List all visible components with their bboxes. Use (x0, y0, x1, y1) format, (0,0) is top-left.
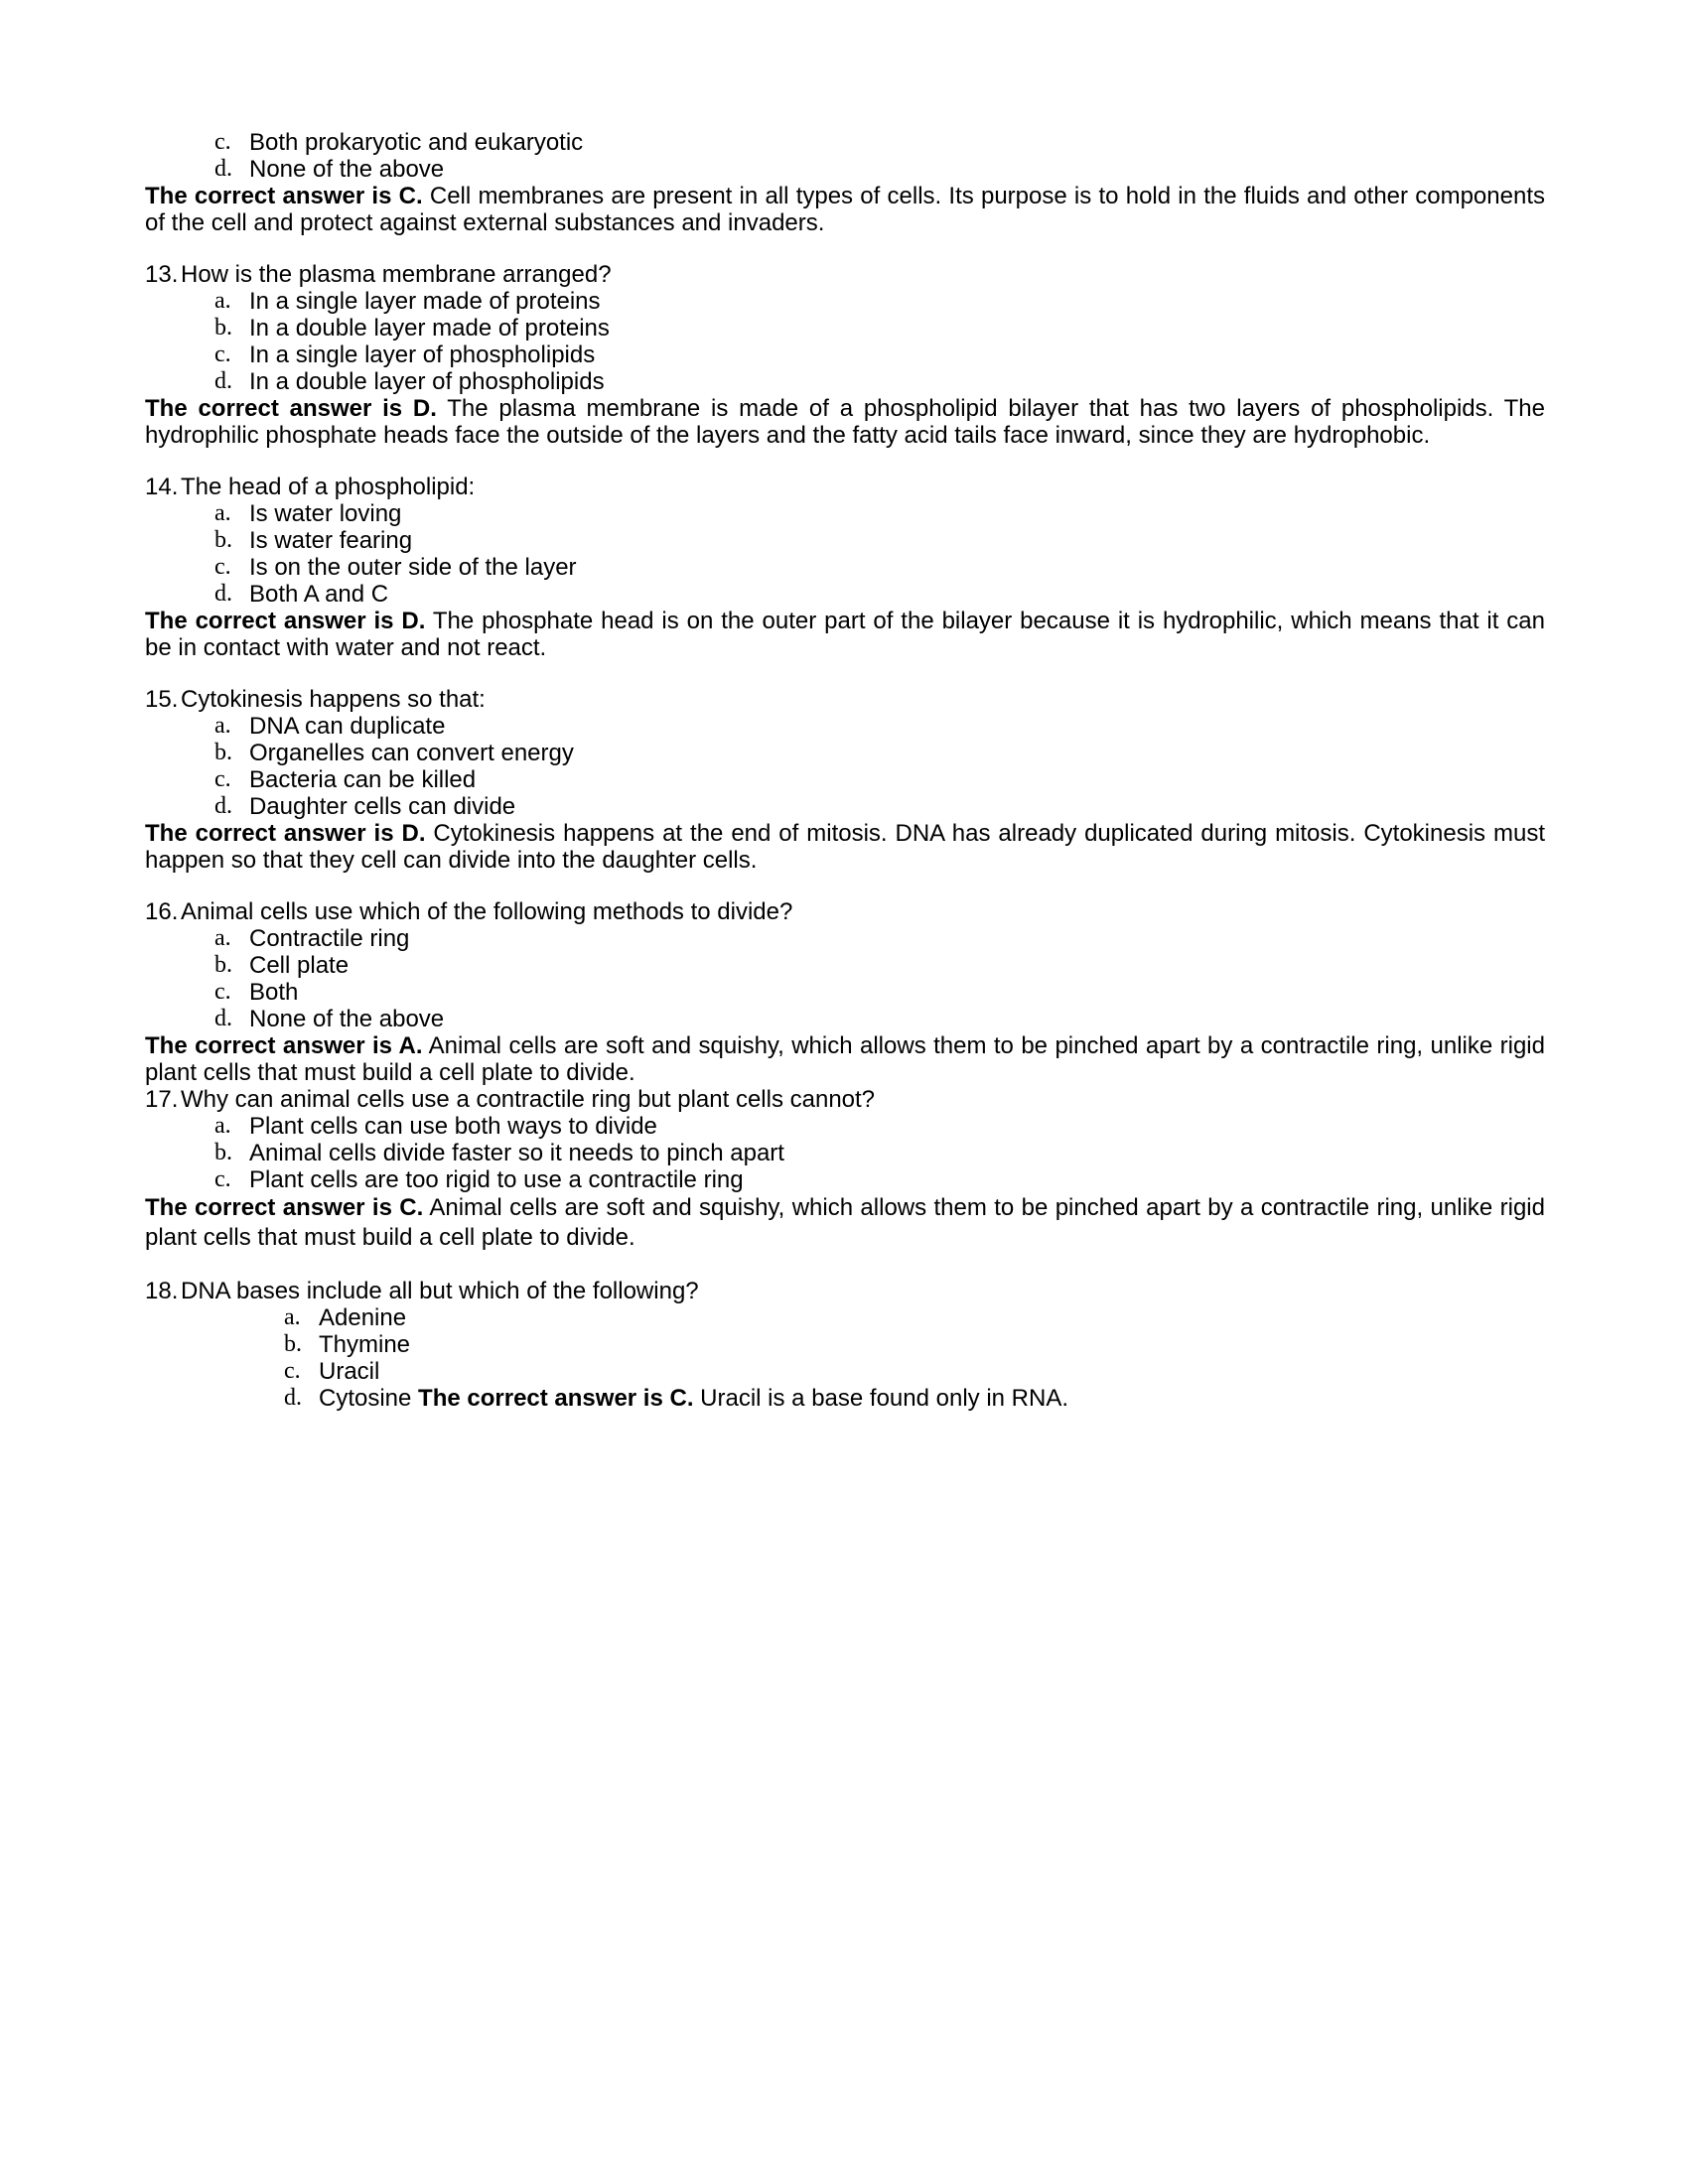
option-text (249, 766, 1545, 793)
option-row (145, 1166, 1545, 1193)
option-letter: d. (284, 1385, 302, 1411)
option-letter: c. (214, 766, 231, 792)
option-row (145, 1304, 1545, 1331)
option-row (145, 315, 1545, 341)
option-text (249, 952, 1545, 979)
option-text-main: Contractile ring (249, 925, 410, 952)
option-text-main: Cytosine (319, 1385, 419, 1412)
answer-bold: The correct answer is A. (145, 1032, 423, 1059)
option-text-main: Bacteria can be killed (249, 766, 477, 793)
answer-bold: The correct answer is D. (145, 608, 426, 634)
option-row (145, 500, 1545, 527)
option-text-main: Both (249, 979, 299, 1006)
option-row (145, 952, 1545, 979)
option-text (249, 315, 1545, 341)
option-text (249, 368, 1545, 395)
option-text-main: Uracil (319, 1358, 380, 1385)
option-row (145, 1331, 1545, 1358)
option-text-main: In a double layer of phospholipids (249, 368, 605, 395)
answer-bold: The correct answer is C. (145, 183, 423, 209)
option-letter: c. (284, 1358, 301, 1384)
option-text (249, 554, 1545, 581)
question-item (145, 261, 1545, 288)
answer-text: Animal cells are soft and squishy, which allows them to be pinched apart by a contractile ring, unlike rigid plant cells that must build a cell plate to divide. (145, 1032, 1545, 1086)
option-letter: b. (284, 1331, 302, 1357)
option-row (145, 1006, 1545, 1032)
question-text: DNA bases include all but which of the following? (181, 1278, 699, 1304)
option-text (249, 713, 1545, 740)
question-item (145, 686, 1545, 713)
option-letter: a. (214, 500, 231, 526)
option-text-main: Thymine (319, 1331, 411, 1358)
option-text-main: In a single layer made of proteins (249, 288, 601, 315)
option-letter: b. (214, 1140, 232, 1165)
option-row (145, 925, 1545, 952)
question-number: 16. (145, 898, 179, 925)
question-text: The head of a phospholipid: (181, 474, 476, 500)
option-row (145, 129, 1545, 156)
option-row (145, 793, 1545, 820)
answer-text: Animal cells are soft and squishy, which allows them to be pinched apart by a contractile ring, unlike rigid plant cells that must build a cell plate to divide. (145, 1194, 1545, 1251)
option-letter: a. (214, 925, 231, 951)
answer-paragraph (145, 608, 1545, 661)
option-text-main: DNA can duplicate (249, 713, 446, 740)
option-text (319, 1304, 1545, 1331)
options-list (145, 288, 1545, 395)
option-row (145, 368, 1545, 395)
option-letter: d. (214, 368, 232, 394)
option-row (145, 1113, 1545, 1140)
option-letter: b. (214, 952, 232, 978)
option-letter: a. (214, 1113, 231, 1139)
option-text (319, 1331, 1545, 1358)
answer-paragraph (145, 183, 1545, 236)
answer-paragraph (145, 1193, 1545, 1253)
option-text (249, 156, 1545, 183)
answer-bold: The correct answer is D. (145, 395, 437, 422)
question-number: 13. (145, 261, 179, 288)
option-text (249, 793, 1545, 820)
options-list (145, 500, 1545, 608)
option-text-main: Animal cells divide faster so it needs to pinch apart (249, 1140, 784, 1166)
option-text (249, 925, 1545, 952)
option-row (145, 713, 1545, 740)
option-letter: d. (214, 793, 232, 819)
option-text (249, 581, 1545, 608)
option-letter: c. (214, 554, 231, 580)
option-text (249, 129, 1545, 156)
question-item (145, 898, 1545, 925)
option-text-main: Is on the outer side of the layer (249, 554, 577, 581)
option-letter: d. (214, 156, 232, 182)
option-text-main: Both A and C (249, 581, 389, 608)
options-list (145, 129, 1545, 183)
options-list (145, 713, 1545, 820)
option-text (249, 740, 1545, 766)
option-letter: c. (214, 1166, 231, 1192)
option-row (145, 527, 1545, 554)
option-row (145, 1358, 1545, 1385)
question-text: Cytokinesis happens so that: (181, 686, 486, 713)
option-row (145, 156, 1545, 183)
option-text-main: Plant cells are too rigid to use a contractile ring (249, 1166, 744, 1193)
option-text-main: Is water fearing (249, 527, 413, 554)
option-row (145, 740, 1545, 766)
option-text (249, 288, 1545, 315)
option-row (145, 1140, 1545, 1166)
question-number: 17. (145, 1086, 179, 1113)
option-text-main: Adenine (319, 1304, 407, 1331)
option-text-main: Both prokaryotic and eukaryotic (249, 129, 584, 156)
option-text-main: In a double layer made of proteins (249, 315, 610, 341)
answer-text: The phosphate head is on the outer part of the bilayer because it is hydrophilic, which means that it can be in contact with water and not react. (145, 608, 1545, 661)
option-row (145, 766, 1545, 793)
option-row (145, 554, 1545, 581)
option-text-main: Organelles can convert energy (249, 740, 574, 766)
option-letter: b. (214, 315, 232, 341)
option-text (249, 341, 1545, 368)
option-text (249, 1166, 1545, 1193)
option-text (249, 1006, 1545, 1032)
option-text-main: Is water loving (249, 500, 402, 527)
answer-paragraph (145, 1032, 1545, 1086)
option-text (249, 979, 1545, 1006)
question-number: 14. (145, 474, 179, 500)
option-letter: b. (214, 740, 232, 765)
option-letter: a. (214, 288, 231, 314)
question-item (145, 1278, 1545, 1304)
options-list (145, 925, 1545, 1032)
options-list (145, 1304, 1545, 1412)
question-number: 15. (145, 686, 179, 713)
answer-paragraph (145, 395, 1545, 449)
answer-text: Cytokinesis happens at the end of mitosis. DNA has already duplicated during mitosis. Cytokinesis must happen so that they cell can divide into the daughter cells. (145, 820, 1545, 874)
answer-paragraph (145, 820, 1545, 874)
question-item (145, 474, 1545, 500)
option-text-main: None of the above (249, 1006, 445, 1032)
option-text-main: Daughter cells can divide (249, 793, 516, 820)
option-letter: b. (214, 527, 232, 553)
option-text (319, 1385, 1545, 1412)
option-text (249, 500, 1545, 527)
question-item (145, 1086, 1545, 1113)
option-text (249, 1140, 1545, 1166)
option-text (249, 1113, 1545, 1140)
option-text-main: Cell plate (249, 952, 350, 979)
option-text-main: Plant cells can use both ways to divide (249, 1113, 657, 1140)
answer-text: The plasma membrane is made of a phospholipid bilayer that has two layers of phospholipids. The hydrophilic phosphate heads face the outside of the layers and the fatty acid tails face inward, since they are hydrophobic. (145, 395, 1546, 449)
question-number: 18. (145, 1278, 179, 1304)
option-row (145, 1385, 1545, 1412)
answer-text: Cell membranes are present in all types of cells. Its purpose is to hold in the fluids and other components of the cell and protect against external substances and invaders. (145, 183, 1545, 236)
question-text: How is the plasma membrane arranged? (181, 261, 612, 288)
option-row (145, 341, 1545, 368)
question-text: Animal cells use which of the following methods to divide? (181, 898, 793, 925)
option-letter: c. (214, 979, 231, 1005)
option-letter: a. (284, 1304, 301, 1330)
option-text-after: Uracil is a base found only in RNA. (693, 1385, 1069, 1412)
option-text (249, 527, 1545, 554)
options-list (145, 1113, 1545, 1193)
answer-bold: The correct answer is C. (145, 1194, 424, 1221)
option-letter: a. (214, 713, 231, 739)
option-row (145, 581, 1545, 608)
question-text: Why can animal cells use a contractile ring but plant cells cannot? (181, 1086, 876, 1113)
option-letter: c. (214, 129, 231, 155)
option-row (145, 288, 1545, 315)
option-answer-bold: The correct answer is C. (418, 1385, 694, 1412)
option-text-main: In a single layer of phospholipids (249, 341, 596, 368)
option-text-main: None of the above (249, 156, 445, 183)
option-letter: c. (214, 341, 231, 367)
option-row (145, 979, 1545, 1006)
document-content (145, 129, 1545, 1412)
answer-bold: The correct answer is D. (145, 820, 426, 847)
option-letter: d. (214, 581, 232, 607)
option-text (319, 1358, 1545, 1385)
option-letter: d. (214, 1006, 232, 1031)
